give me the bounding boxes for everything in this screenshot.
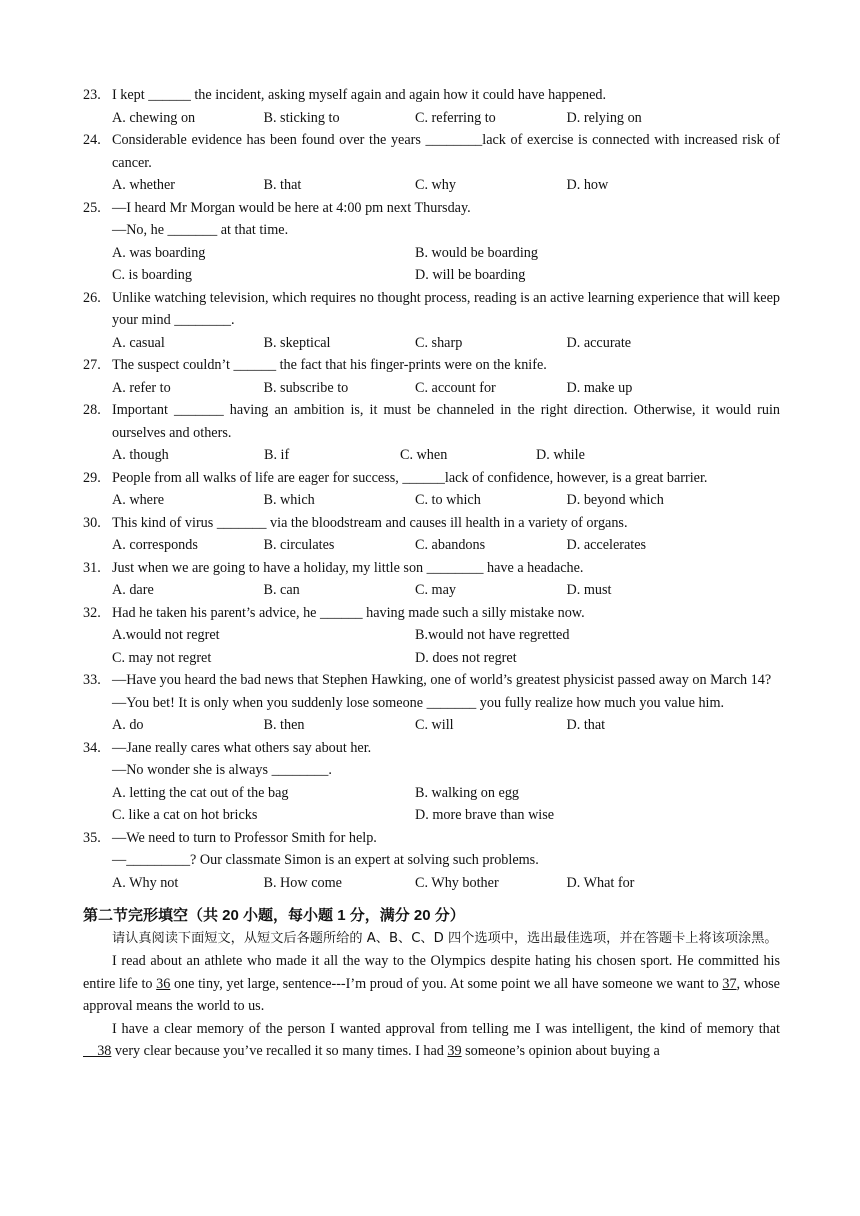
options-row bbox=[0, 782, 860, 805]
question-stem: This kind of virus _______ via the bloodstream and causes ill health in a variety of organs. bbox=[112, 514, 628, 531]
passage-text: , whose approval means the world to us. bbox=[83, 975, 780, 1014]
option-a: A. though bbox=[112, 447, 169, 463]
dialog-line: —No wonder she is always ________. bbox=[112, 762, 332, 778]
blank-36: 36 bbox=[156, 975, 171, 992]
option-c: C. why bbox=[415, 177, 456, 193]
options-row bbox=[0, 714, 860, 737]
option-c: C. will bbox=[415, 717, 454, 733]
question-33 bbox=[0, 669, 860, 692]
question-stem: I kept ______ the incident, asking myself again and again how it could have happened. bbox=[112, 87, 607, 103]
options-row bbox=[0, 107, 860, 130]
question-number: 31. bbox=[83, 559, 101, 576]
question-number: 33. bbox=[83, 672, 101, 688]
option-c: C. when bbox=[400, 447, 448, 463]
section-title: 第二节完形填空（共 20 小题，每小题 1 分，满分 20 分） bbox=[83, 907, 465, 924]
question-25 bbox=[0, 197, 860, 220]
option-b: B. sticking to bbox=[263, 109, 340, 126]
passage-paragraph-1 bbox=[0, 950, 860, 1018]
question-23 bbox=[0, 84, 860, 107]
dialog-line: —No, he _______ at that time. bbox=[112, 222, 289, 238]
options-row bbox=[0, 804, 860, 827]
options-row bbox=[0, 174, 860, 197]
option-a: A. corresponds bbox=[112, 537, 198, 553]
question-number: 35. bbox=[83, 829, 101, 846]
passage-text: I read about an athlete who made it all the way to the Olympics despite hating his chosen sport. He committed his entire life to bbox=[83, 953, 780, 992]
question-number: 29. bbox=[83, 469, 101, 486]
option-b: B. subscribe to bbox=[263, 379, 349, 396]
question-number: 32. bbox=[83, 604, 101, 621]
option-d: D. make up bbox=[566, 379, 633, 396]
option-c: C. is boarding bbox=[112, 267, 192, 283]
options-row bbox=[0, 489, 860, 512]
question-number: 28. bbox=[83, 402, 101, 418]
question-stem: Important _______ having an ambition is, it must be channeled in the right direction. Otherwise, it would ruin ourselves and others. bbox=[112, 402, 780, 441]
option-c: C. referring to bbox=[415, 109, 496, 126]
question-31 bbox=[0, 557, 860, 580]
option-b: B. skeptical bbox=[263, 334, 331, 351]
option-c: C. account for bbox=[415, 379, 496, 396]
question-number: 34. bbox=[83, 739, 101, 756]
blank-39: 39 bbox=[447, 1043, 462, 1059]
option-a: A. whether bbox=[112, 177, 176, 193]
option-d: D. will be boarding bbox=[415, 267, 526, 283]
option-b: B. then bbox=[263, 717, 305, 733]
dialog-line: —_________? Our classmate Simon is an expert at solving such problems. bbox=[112, 852, 539, 868]
dialog-line: —You bet! It is only when you suddenly lose someone _______ you fully realize how much you value him. bbox=[112, 694, 725, 711]
option-a: A. refer to bbox=[112, 379, 171, 396]
option-c: C. to which bbox=[415, 492, 481, 508]
option-c: C. may bbox=[415, 582, 456, 598]
section-instruction: 请认真阅读下面短文，从短文后各题所给的 A、B、C、D 四个选项中，选出最佳选项，并在答题卡上将该项涂黑。 bbox=[112, 930, 778, 946]
question-stem: —Jane really cares what others say about her. bbox=[112, 739, 372, 756]
question-stem: —Have you heard the bad news that Stephen Hawking, one of world’s greatest physicist passed away on March 14? bbox=[112, 672, 772, 688]
option-c: C. like a cat on hot bricks bbox=[112, 807, 258, 823]
question-number: 24. bbox=[83, 132, 101, 148]
option-a: A. casual bbox=[112, 334, 165, 351]
option-a: A. letting the cat out of the bag bbox=[112, 784, 289, 801]
option-a: A. do bbox=[112, 717, 144, 733]
options-row bbox=[0, 624, 860, 647]
option-b: B. walking on egg bbox=[415, 784, 520, 801]
options-row bbox=[0, 264, 860, 287]
options-row bbox=[0, 332, 860, 355]
option-c: C. Why bother bbox=[415, 874, 499, 891]
question-29 bbox=[0, 467, 860, 490]
option-d: D. that bbox=[566, 717, 606, 733]
options-row bbox=[0, 377, 860, 400]
option-a: A. Why not bbox=[112, 874, 179, 891]
options-row bbox=[0, 872, 860, 895]
option-d: D. relying on bbox=[566, 109, 642, 126]
option-a: A. where bbox=[112, 492, 164, 508]
option-a: A. chewing on bbox=[112, 109, 196, 126]
option-b: B. which bbox=[263, 492, 315, 508]
options-row bbox=[0, 579, 860, 602]
question-number: 23. bbox=[83, 87, 101, 103]
question-24 bbox=[0, 129, 860, 174]
option-c: C. abandons bbox=[415, 537, 486, 553]
option-a: A. was boarding bbox=[112, 244, 206, 261]
question-number: 30. bbox=[83, 514, 101, 531]
option-b: B. if bbox=[264, 447, 290, 463]
option-c: C. sharp bbox=[415, 334, 463, 351]
question-30 bbox=[0, 512, 860, 535]
passage-text: very clear because you’ve recalled it so many times. I had bbox=[111, 1043, 448, 1059]
option-d: D. must bbox=[566, 582, 612, 598]
option-d: D. accelerates bbox=[566, 537, 647, 553]
option-a: A.would not regret bbox=[112, 627, 220, 643]
option-b: B. circulates bbox=[263, 537, 335, 553]
question-stem: The suspect couldn’t ______ the fact that his finger-prints were on the knife. bbox=[112, 357, 547, 373]
option-d: D. accurate bbox=[566, 334, 632, 351]
passage-text: one tiny, yet large, sentence---I’m proud of you. At some point we all have someone we want to bbox=[170, 975, 723, 992]
question-stem: Had he taken his parent’s advice, he ______ having made such a silly mistake now. bbox=[112, 604, 585, 621]
option-d: D. more brave than wise bbox=[415, 807, 555, 823]
option-d: D. What for bbox=[566, 874, 635, 891]
options-row bbox=[0, 534, 860, 557]
question-stem: —I heard Mr Morgan would be here at 4:00 pm next Thursday. bbox=[112, 199, 471, 216]
question-number: 25. bbox=[83, 199, 101, 216]
question-number: 27. bbox=[83, 357, 101, 373]
option-b: B. How come bbox=[263, 874, 342, 891]
question-35 bbox=[0, 827, 860, 850]
option-d: D. how bbox=[566, 177, 609, 193]
question-26 bbox=[0, 287, 860, 332]
question-stem: Unlike watching television, which requires no thought process, reading is an active learning experience that will keep your mind ________. bbox=[112, 289, 780, 328]
question-number: 26. bbox=[83, 289, 101, 306]
option-d: D. beyond which bbox=[566, 492, 664, 508]
passage-text: someone’s opinion about buying a bbox=[461, 1043, 660, 1059]
passage-paragraph-2 bbox=[0, 1018, 860, 1063]
passage-text: I have a clear memory of the person I wanted approval from telling me I was intelligent, the kind of memory that bbox=[112, 1020, 780, 1037]
question-34 bbox=[0, 737, 860, 760]
question-27 bbox=[0, 354, 860, 377]
options-row bbox=[0, 647, 860, 670]
question-28 bbox=[0, 399, 860, 444]
blank-38: 38 bbox=[83, 1043, 112, 1059]
exam-page bbox=[0, 84, 860, 1063]
options-row bbox=[0, 242, 860, 265]
option-b: B. that bbox=[263, 177, 302, 193]
question-stem: Considerable evidence has been found over the years ________lack of exercise is connected with increased risk of cancer. bbox=[112, 132, 780, 171]
option-d: D. while bbox=[536, 447, 585, 463]
question-stem: —We need to turn to Professor Smith for help. bbox=[112, 829, 377, 846]
option-b: B. would be boarding bbox=[415, 244, 538, 261]
blank-37: 37 bbox=[722, 975, 737, 992]
question-stem: Just when we are going to have a holiday, my little son ________ have a headache. bbox=[112, 559, 584, 576]
option-b: B.would not have regretted bbox=[415, 627, 570, 643]
option-b: B. can bbox=[263, 582, 300, 598]
option-a: A. dare bbox=[112, 582, 154, 598]
question-32 bbox=[0, 602, 860, 625]
question-stem: People from all walks of life are eager for success, ______lack of confidence, however, is a great barrier. bbox=[112, 469, 708, 486]
option-c: C. may not regret bbox=[112, 649, 212, 666]
options-row bbox=[0, 444, 860, 467]
option-d: D. does not regret bbox=[415, 649, 517, 666]
